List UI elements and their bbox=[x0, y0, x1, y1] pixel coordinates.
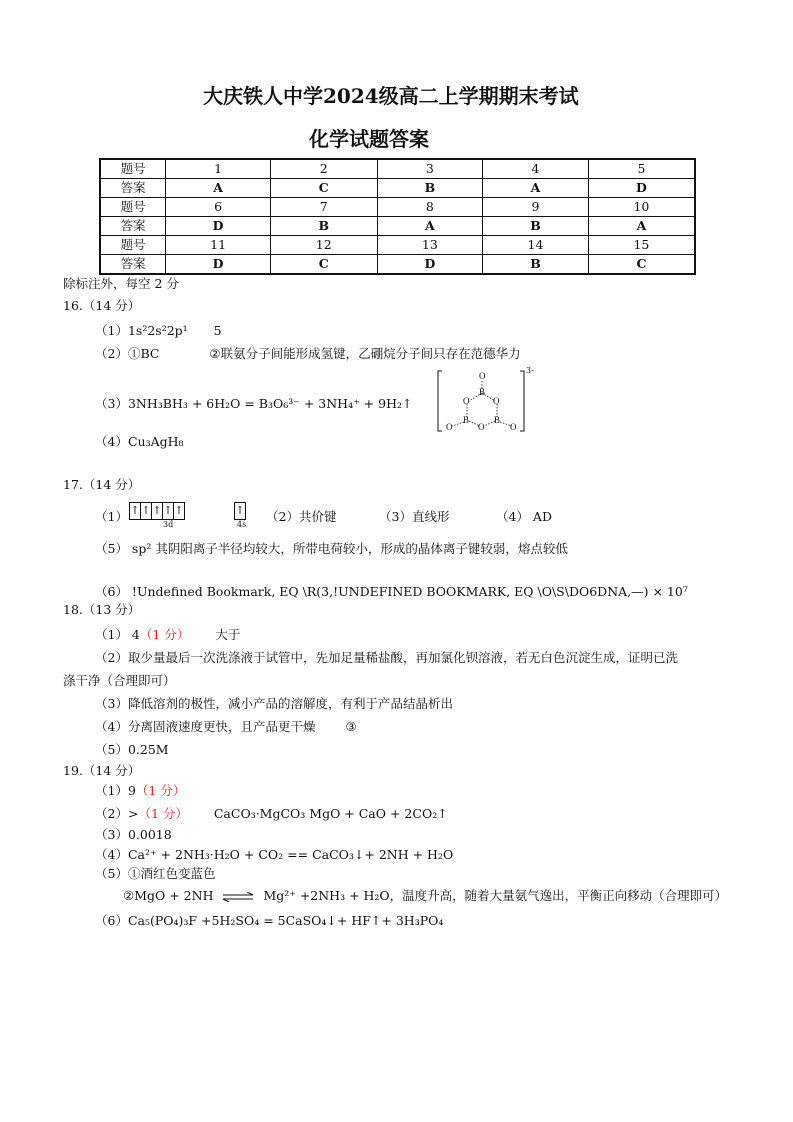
table-cell: B bbox=[483, 217, 589, 236]
atom-o-top: O bbox=[479, 371, 486, 381]
table-row-header: 题号 bbox=[100, 236, 166, 255]
orbital-4s bbox=[234, 500, 246, 520]
table-row-header: 答案 bbox=[100, 179, 166, 198]
q17-answer-5: （5） sp² 其阴阳离子半径均较大，所带电荷较小，形成的晶体离子键较弱，熔点较低 bbox=[95, 541, 568, 556]
atom-b-right: B bbox=[494, 415, 501, 425]
q19-answer-6: （6）Ca₅(PO₄)₃F +5H₂SO₄ = 5CaSO₄↓+ HF↑+ 3H₃PO₄ bbox=[95, 913, 444, 928]
q16-heading: 16.（14 分） bbox=[63, 298, 141, 313]
table-cell: 9 bbox=[483, 198, 589, 217]
table-cell: A bbox=[166, 179, 271, 198]
table-cell: 11 bbox=[166, 236, 271, 255]
structure-bracket-right bbox=[520, 371, 524, 431]
table-cell: 2 bbox=[270, 159, 377, 179]
q19-2-value: （2）> bbox=[95, 806, 139, 821]
table-cell: 5 bbox=[588, 159, 695, 179]
scoring-note: 除标注外，每空 2 分 bbox=[63, 276, 179, 291]
table-cell: 6 bbox=[166, 198, 271, 217]
q19-answer-5a: （5）①酒红色变蓝色 bbox=[95, 866, 216, 881]
q19-5b-right: Mg²⁺ +2NH₃ + H₂O，温度升高，随着大量氨气逸出，平衡正向移动（合理即可） bbox=[263, 888, 728, 903]
table-row-header: 题号 bbox=[100, 159, 166, 179]
atom-o-outer-left: O bbox=[446, 422, 453, 432]
table-row bbox=[100, 217, 695, 236]
q16-answer-3 bbox=[95, 396, 412, 412]
table-row bbox=[100, 159, 695, 179]
table-cell: A bbox=[588, 217, 695, 236]
q18-answer-4 bbox=[95, 719, 357, 735]
table-cell: 7 bbox=[270, 198, 377, 217]
table-cell: B bbox=[377, 179, 483, 198]
q16-1-label: （1） bbox=[95, 323, 128, 338]
q16-answer-2 bbox=[95, 346, 521, 362]
table-row bbox=[100, 236, 695, 255]
table-row bbox=[100, 179, 695, 198]
page-title: 大庆铁人中学2024级高二上学期期末考试 bbox=[203, 84, 579, 108]
atom-o-right: O bbox=[493, 396, 500, 406]
q17-heading: 17.（14 分） bbox=[63, 477, 141, 492]
table-cell: 4 bbox=[483, 159, 589, 179]
table-row bbox=[100, 255, 695, 275]
table-row-header: 答案 bbox=[100, 217, 166, 236]
q16-answer-1 bbox=[95, 323, 222, 339]
q19-answer-5b bbox=[123, 888, 727, 904]
q18-answer-1 bbox=[95, 627, 240, 643]
q18-1-points: （1 分） bbox=[139, 627, 190, 642]
page-subtitle: 化学试题答案 bbox=[309, 127, 429, 151]
q18-answer-5: （5）0.25M bbox=[95, 742, 169, 757]
q17-answer-3: （3）直线形 bbox=[379, 509, 450, 524]
orbital-4s-label: 4s bbox=[237, 520, 247, 529]
structure-bracket-left bbox=[438, 371, 442, 431]
q16-3-equation: 3NH₃BH₃ + 6H₂O = B₃O₆³⁻ + 3NH₄⁺ + 9H₂↑ bbox=[127, 396, 413, 411]
orbital-3d-label: 3d bbox=[163, 520, 174, 529]
table-row-header: 答案 bbox=[100, 255, 166, 275]
table-cell: 13 bbox=[377, 236, 483, 255]
table-cell: C bbox=[588, 255, 695, 275]
q19-answer-2 bbox=[95, 806, 448, 822]
q17-answer-6: （6） !Undefined Bookmark, EQ \R(3,!UNDEFINED BOOKMARK, EQ \O\S\DO6DNA,—) × 10⁷ bbox=[95, 584, 688, 599]
orbital-box: ↑ bbox=[174, 502, 185, 520]
q16-1-value: 5 bbox=[213, 323, 222, 338]
structure-charge: 3- bbox=[526, 366, 534, 375]
atom-o-outer-right: O bbox=[510, 422, 517, 432]
q19-1-points: （1 分） bbox=[135, 783, 186, 798]
table-cell: B bbox=[483, 255, 589, 275]
table-cell: 1 bbox=[166, 159, 271, 179]
q16-2b: ②联氨分子间能形成氢键，乙硼烷分子间只存在范德华力 bbox=[209, 346, 521, 361]
table-row-header: 题号 bbox=[100, 198, 166, 217]
q18-1-value: （1） 4 bbox=[95, 627, 140, 642]
table-cell: D bbox=[588, 179, 695, 198]
atom-b-top: B bbox=[479, 387, 486, 397]
q19-answer-3: （3）0.0018 bbox=[95, 827, 172, 842]
q18-4-choice: ③ bbox=[345, 719, 357, 734]
q19-1-value: （1）9 bbox=[95, 783, 136, 798]
orbital-box: ↑ bbox=[234, 502, 246, 520]
q16-answer-4: （4）Cu₃AgH₈ bbox=[95, 434, 184, 449]
q16-2a: （2）①BC bbox=[95, 346, 160, 361]
q17-answer-1-label: （1） bbox=[95, 509, 128, 524]
orbital-box: ↑ bbox=[152, 502, 163, 520]
table-cell: D bbox=[166, 217, 271, 236]
q19-5b-left: ②MgO + 2NH bbox=[123, 888, 214, 903]
borate-ring-structure bbox=[436, 368, 532, 434]
table-cell: 15 bbox=[588, 236, 695, 255]
table-cell: C bbox=[270, 255, 377, 275]
atom-b-left: B bbox=[463, 415, 470, 425]
q19-answer-1 bbox=[95, 783, 185, 799]
orbital-box: ↑ bbox=[129, 502, 141, 520]
table-cell: A bbox=[377, 217, 483, 236]
table-cell: C bbox=[270, 179, 377, 198]
q18-answer-2a: （2）取少量最后一次洗涤液于试管中，先加足量稀盐酸，再加氯化钡溶液，若无白色沉淀生成，证明已洗 bbox=[95, 650, 678, 665]
table-cell: D bbox=[377, 255, 483, 275]
table-cell: 8 bbox=[377, 198, 483, 217]
orbital-3d bbox=[129, 500, 185, 520]
table-cell: 12 bbox=[270, 236, 377, 255]
orbital-box: ↑ bbox=[163, 502, 174, 520]
table-cell: D bbox=[166, 255, 271, 275]
q19-heading: 19.（14 分） bbox=[63, 763, 141, 778]
q18-answer-2b: 涤干净（合理即可） bbox=[63, 673, 176, 688]
q18-heading: 18.（13 分） bbox=[63, 602, 141, 617]
orbital-box: ↑ bbox=[141, 502, 152, 520]
q18-4-text: （4）分离固液速度更快，且产品更干燥 bbox=[95, 719, 316, 734]
table-cell: 14 bbox=[483, 236, 589, 255]
atom-o-bottom: O bbox=[478, 422, 485, 432]
q16-1-config: 1s²2s²2p¹ bbox=[127, 323, 188, 338]
table-cell: 3 bbox=[377, 159, 483, 179]
q17-answer-4: （4） AD bbox=[496, 509, 552, 524]
q18-answer-3: （3）降低溶剂的极性，减小产品的溶解度，有利于产品结晶析出 bbox=[95, 696, 453, 711]
q18-1-compare: 大于 bbox=[215, 627, 241, 642]
equilibrium-arrow-icon bbox=[221, 892, 255, 902]
answer-table bbox=[99, 158, 696, 275]
q19-answer-4: （4）Ca²⁺ + 2NH₃·H₂O + CO₂ == CaCO₃↓+ 2NH + H₂O bbox=[95, 847, 454, 862]
q17-answer-2: （2）共价键 bbox=[266, 509, 337, 524]
q16-3-label: （3） bbox=[95, 396, 128, 411]
q19-2-equation: CaCO₃·MgCO₃ MgO + CaO + 2CO₂↑ bbox=[213, 806, 448, 821]
atom-o-left: O bbox=[463, 396, 470, 406]
table-row bbox=[100, 198, 695, 217]
table-cell: A bbox=[483, 179, 589, 198]
table-cell: B bbox=[270, 217, 377, 236]
table-cell: 10 bbox=[588, 198, 695, 217]
q19-2-points: （1 分） bbox=[138, 806, 188, 821]
